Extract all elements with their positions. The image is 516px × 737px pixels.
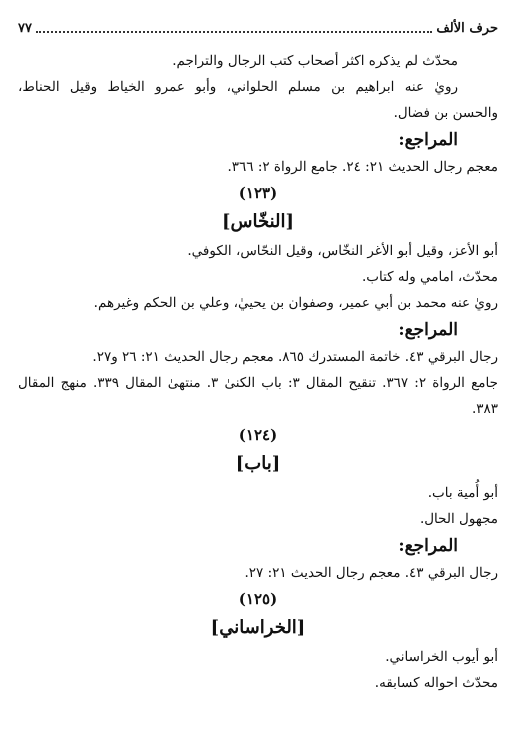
references-heading: المراجع:: [398, 320, 458, 340]
text-line: مجهول الحال.: [419, 511, 498, 527]
entry-name: [باب]: [235, 453, 281, 474]
running-header: [18, 18, 498, 38]
text-line: والحسن بن فضال.: [393, 105, 498, 121]
entry-name: [الخراساني]: [210, 617, 306, 638]
text-line: رويٰ عنه محمد بن أبي عمير، وصفوان بن يحييٰ، وعلي بن الحكم وغيرهم.: [93, 295, 498, 311]
references-heading: المراجع:: [398, 130, 458, 150]
entry-number: (١٢٥): [238, 590, 278, 608]
text-line: أبو أُمية باب.: [427, 485, 498, 501]
entry-name: [النخّاس]: [221, 211, 295, 232]
text-line: أبو أيوب الخراساني.: [385, 649, 498, 665]
entry-number: (١٢٤): [238, 426, 278, 444]
header-title: حرف الألف: [436, 20, 498, 36]
text-line: أبو الأعز، وقيل أبو الأغر النخّاس، وقيل النحّاس، الكوفي.: [187, 243, 498, 259]
page-number: ٧٧: [18, 20, 32, 36]
references-line: ٣٨٣.: [471, 401, 498, 417]
references-line: جامع الرواة ٢: ٣٦٧. تنقيح المقال ٣: باب الكنىٰ ٣. منتهىٰ المقال ٣٣٩. منهج المقال: [18, 375, 498, 391]
references-line: معجم رجال الحديث ٢١: ٢٤. جامع الرواة ٢: ٣٦٦.: [227, 159, 498, 175]
text-line: رويٰ عنه ابراهيم بن مسلم الحلواني، وأبو عمرو الخياط وقيل الحناط،: [18, 79, 458, 95]
entry-number: (١٢٣): [238, 184, 278, 202]
text-line: محدّث احواله كسابقه.: [374, 675, 498, 691]
text-line: محدّث، امامي وله كتاب.: [361, 269, 498, 285]
references-line: رجال البرقي ٤٣. خاتمة المستدرك ٨٦٥. معجم رجال الحديث ٢١: ٢٦ و٢٧.: [92, 349, 498, 365]
text-line: محدّث لم يذكره اكثر أصحاب كتب الرجال والتراجم.: [172, 53, 458, 69]
header-dot-leader: [36, 23, 432, 33]
references-heading: المراجع:: [398, 536, 458, 556]
references-line: رجال البرقي ٤٣. معجم رجال الحديث ٢١: ٢٧.: [244, 565, 498, 581]
page: [18, 18, 498, 696]
